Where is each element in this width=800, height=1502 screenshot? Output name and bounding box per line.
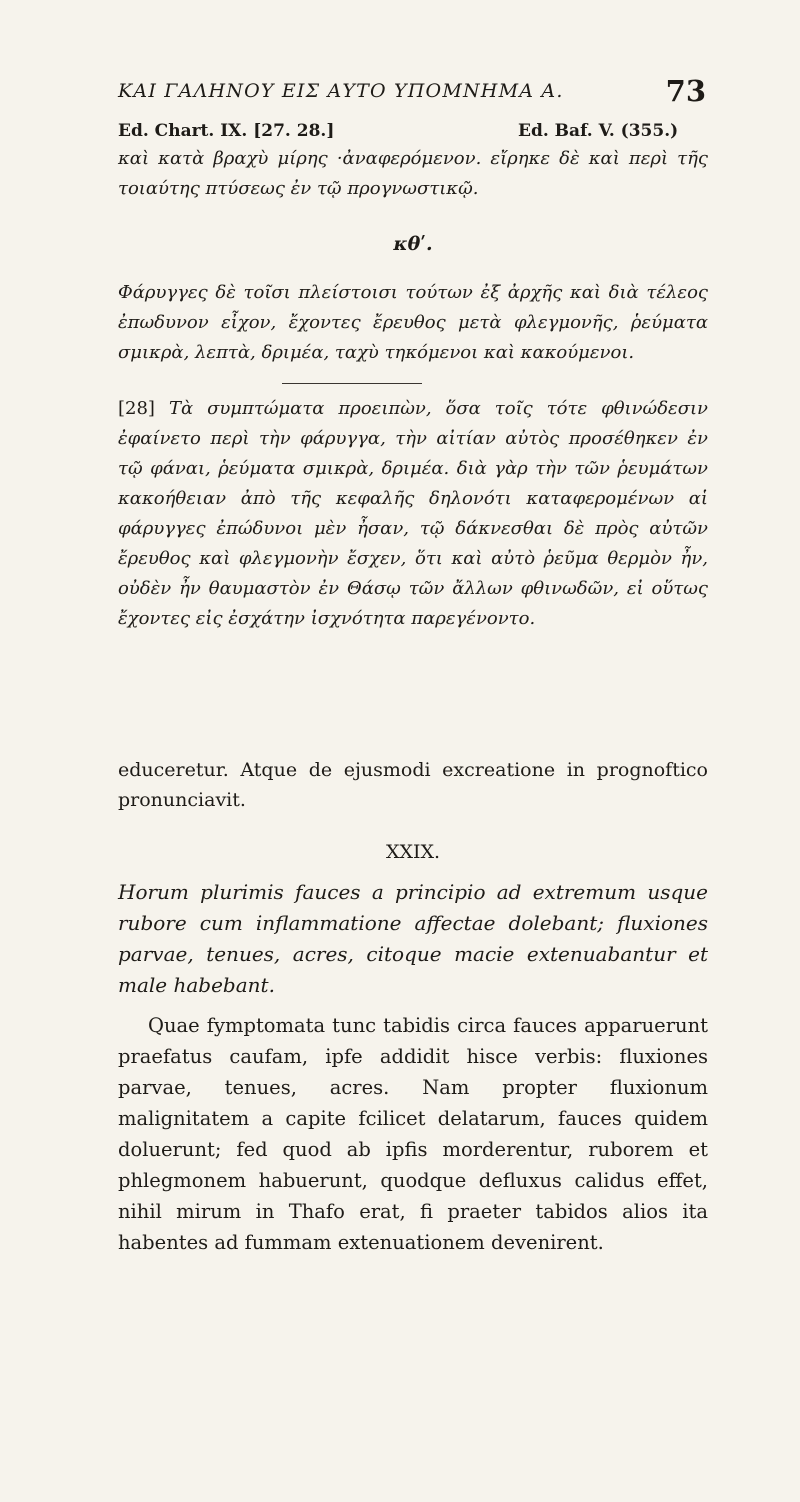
section-divider bbox=[282, 383, 422, 384]
greek-commentary bbox=[118, 394, 708, 634]
running-head bbox=[118, 74, 706, 120]
latin-aphorism: Horum plurimis fauces a principio ad extremum usque rubore cum inflammatione affectae dolebant; fluxiones parvae, tenues, acres, citoque macie extenuabantur et male habebant. bbox=[118, 880, 708, 997]
greek-continuation: καὶ κατὰ βραχὺ μίρης ·ἀναφερόμενον. εἴρηκε δὲ καὶ περὶ τῆς τοιαύτης πτύσεως ἐν τῷ προγνωστικῷ. bbox=[118, 148, 708, 199]
greek-aphorism: Φάρυγγες δὲ τοῖσι πλείστοισι τούτων ἐξ ἀρχῆς καὶ διὰ τέλεος ἐπωδυνον εἶχον, ἔχοντες ἔρευθος μετὰ φλεγμονῆς, ῥεύματα σμικρὰ, λεπτὰ, δριμέα, ταχὺ τηκόμενοι καὶ κακούμενοι. bbox=[118, 282, 708, 363]
greek-commentary-text: Τὰ συμπτώματα προειπὼν, ὅσα τοῖς τότε φθινώδεσιν ἐφαίνετο περὶ τὴν φάρυγγα, τὴν αἰτίαν αὐτὸς προσέθηκεν ἐν τῷ φάναι, ῥεύματα σμικρὰ, δριμέα. διὰ γὰρ τὴν τῶν ῥευμάτων κακοήθειαν ἀπὸ τῆς κεφαλῆς δηλονότι καταφερομένων αἱ φάρυγγες ἐπώδυνοι μὲν ἦσαν, τῷ δάκνεσθαι δὲ πρὸς αὐτῶν ἔρευθος καὶ φλεγμονὴν ἔσχεν, ὅτι καὶ αὐτὸ ῥεῦμα θερμὸν ἦν, οὐδὲν ἦν θαυμαστὸν ἐν Θάσῳ τῶν ἄλλων φθινωδῶν, εἰ οὕτως ἔχοντες εἰς ἐσχάτην ἰσχνότητα παρεγένοντο. bbox=[118, 398, 708, 629]
greek-section-numeral: κθʹ. bbox=[393, 233, 433, 255]
running-head-title: ΚΑΙ ΓΑΛΗΝΟΥ ΕΙΣ ΑΥΤΟ ΥΠΟΜΝΗΜΑ Α. bbox=[118, 80, 564, 102]
chartier-reference: Ed. Chart. IX. [27. 28.] bbox=[118, 121, 335, 141]
latin-continuation: educeretur. Atque de ejusmodi excreatione in prognoftico pronunciavit. bbox=[118, 759, 708, 811]
latin-commentary: Quae fymptomata tunc tabidis circa fauces apparuerunt praefatus caufam, ipfe addidit hisce verbis: fluxiones parvae, tenues, acres. Nam propter fluxionum malignitatem a capite fcilicet delatarum, fauces quidem doluerunt; fed quod ab ipfis morderentur, ruborem et phlegmonem habuerunt, quodque defluxus calidus effet, nihil mirum in Thafo erat, fi praeter tabidos alios ita habentes ad fummam extenuationem devenirent. bbox=[118, 1014, 708, 1254]
section-marker: [28] bbox=[118, 398, 155, 419]
basel-reference: Ed. Baf. V. (355.) bbox=[518, 121, 679, 141]
latin-section-numeral: XXIX. bbox=[385, 841, 441, 863]
page-number: 73 bbox=[665, 74, 706, 108]
